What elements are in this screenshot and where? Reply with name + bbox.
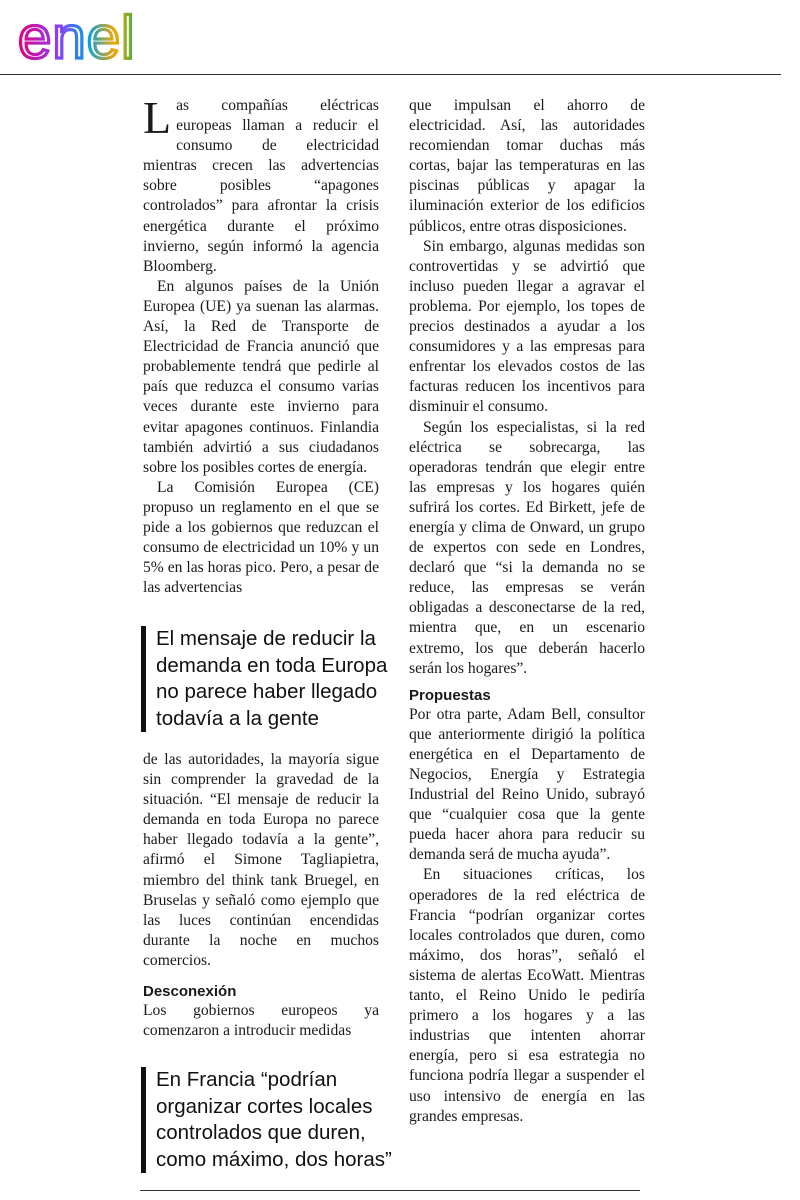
enel-logo [18,8,170,66]
svg-text:enel: enel [18,8,136,66]
drop-cap: L [143,92,172,143]
pull-quote: El mensaje de reducir la demanda en toda Europa no parece haber llegado todavía a la gente [141,626,396,732]
footer-divider [140,1190,640,1191]
article-paragraph: que impulsan el ahorro de electricidad. Así, las autoridades recomiendan tomar duchas más cortas, bajar las temperaturas en las piscinas públicas y apagar la iluminación exterior de los edificios públicos, entre otras disposiciones. [409,97,645,235]
article-paragraph: La Comisión Europea (CE) propuso un reglamento en el que se pide a los gobiernos que reduzcan el consumo de electricidad un 10% y un 5% en las horas pico. Pero, a pesar de las advertencias [143,478,379,597]
article-paragraph: Por otra parte, Adam Bell, consultor que anteriormente dirigió la política energética en el Departamento de Negocios, Energía y Estrategia Industrial del Reino Unido, subrayó que “cualquier cosa que la gente pueda hacer ahora para reducir su demanda será de mucha ayuda”. [409,705,645,864]
paragraph-text: as compañías eléctricas europeas llaman a reducir el consumo de electricidad mientras crecen las advertencias sobre posibles “apagones controlados” para afrontar la crisis energética durante el próximo invierno, según informó la agencia Bloomberg. [143,97,379,275]
article-paragraph: En situaciones críticas, los operadores de la red eléctrica de Francia “podrían organizar cortes locales controlados que duren, como máximo, dos horas”, señaló el sistema de alertas EcoWatt. Mientras tanto, el Reino Unido le pediría primero a los hogares y a las industrias que intenten ahorrar energía, pero si esa estrategia no funciona podría llegar a suspender el uso intensivo de energía en las grandes empresas. [409,866,645,1125]
article-paragraph: Sin embargo, algunas medidas son controvertidas y se advirtió que incluso pueden llegar a agravar el problema. Por ejemplo, los topes de precios destinados a ayudar a los consumidores y a las empresas para enfrentar los elevados costos de las facturas reducen los incentivos para disminuir el consumo. [409,237,645,416]
article-paragraph: de las autoridades, la mayoría sigue sin comprender la gravedad de la situación. “El mensaje de reducir la demanda en toda Europa no parece haber llegado todavía a la gente”, afirmó el Simone Tagliapietra, miembro del think tank Bruegel, en Bruselas y señaló como ejemplo que las luces continúan encendidas durante la noche en muchos comercios. [143,751,379,969]
article-paragraph: Los gobiernos europeos ya comenzaron a introducir medidas [143,1002,379,1040]
article-paragraph: En algunos países de la Unión Europea (UE) ya suenan las alarmas. Así, la Red de Transporte de Electricidad de Francia anunció que probablemente tendrá que pedirle al país que reduzca el consumo varias veces durante este invierno para evitar apagones continuos. Finlandia también advirtió a sus ciudadanos sobre los posibles cortes de energía. [143,277,379,476]
article-paragraph [143,92,379,277]
header-divider [0,74,781,75]
article-paragraph: Según los especialistas, si la red eléctrica se sobrecarga, las operadoras tendrán que elegir entre las empresas y los hogares quién sufrirá los cortes. Ed Birkett, jefe de energía y clima de Onward, un grupo de expertos con sede en Londres, declaró que “si la demanda no se reduce, las empresas se verán obligadas a desconectarse de la red, mientra que, en un escenario extremo, los que deberán hacerlo serán los hogares”. [409,418,645,677]
article-column-1-middle [143,750,379,971]
article-column-2 [409,96,645,1127]
pull-quote: En Francia “podrían organizar cortes locales controlados que duren, como máximo, dos horas” [141,1067,396,1173]
section-subhead: Propuestas [409,686,491,704]
section-subhead: Desconexión [143,983,237,1000]
article-column-1-bottom [143,983,379,1041]
article-column-1-top [143,92,379,598]
